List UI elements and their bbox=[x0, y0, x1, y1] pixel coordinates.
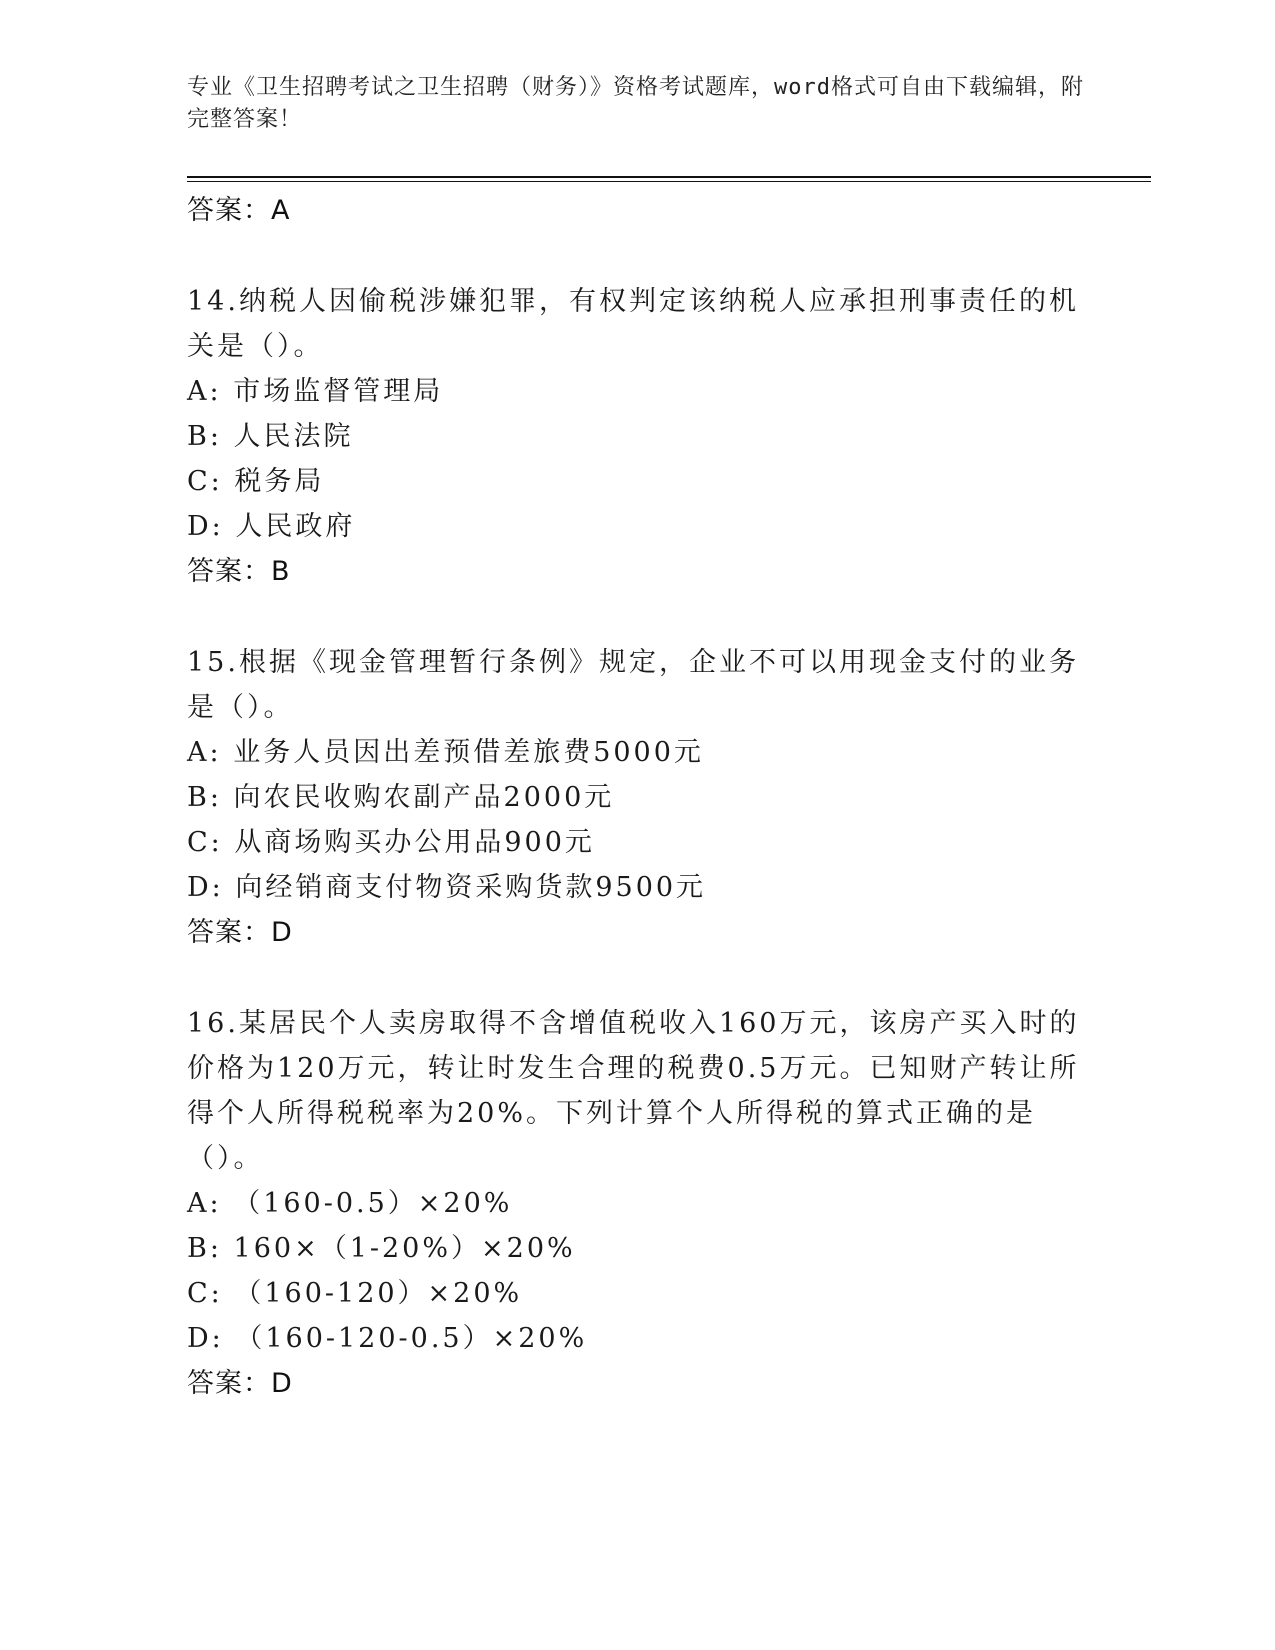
option-a bbox=[187, 1181, 1087, 1226]
question-answer: 答案：D bbox=[187, 1368, 293, 1399]
option-key: B: bbox=[187, 421, 222, 452]
document-header-intro: 专业《卫生招聘考试之卫生招聘（财务）》资格考试题库，word格式可自由下载编辑，附完整答案！ bbox=[187, 75, 1084, 132]
option-key: C: bbox=[187, 466, 223, 497]
option-key: A: bbox=[187, 376, 222, 407]
option-key: B: bbox=[187, 1233, 222, 1264]
option-text: 市场监督管理局 bbox=[233, 376, 444, 407]
option-text: 160×（1-20%）×20% bbox=[233, 1233, 576, 1264]
option-text: （160-120）×20% bbox=[234, 1278, 523, 1309]
question-stem: 15.根据《现金管理暂行条例》规定，企业不可以用现金支付的业务是（）。 bbox=[187, 647, 1079, 723]
option-text: 向经销商支付物资采购货款9500元 bbox=[235, 872, 707, 903]
header-divider-thick bbox=[187, 176, 1151, 178]
option-c bbox=[187, 459, 1087, 504]
option-key: A: bbox=[187, 1188, 222, 1219]
option-b bbox=[187, 414, 1087, 459]
option-d bbox=[187, 865, 1087, 910]
question-answer: 答案：D bbox=[187, 917, 293, 948]
option-c bbox=[187, 820, 1087, 865]
option-text: 业务人员因出差预借差旅费5000元 bbox=[233, 737, 704, 768]
option-key: D: bbox=[187, 511, 224, 542]
option-b bbox=[187, 775, 1087, 820]
header-divider-thin bbox=[187, 181, 1151, 182]
option-text: 人民法院 bbox=[233, 421, 354, 452]
option-text: 从商场购买办公用品900元 bbox=[234, 827, 595, 858]
option-d bbox=[187, 1316, 1087, 1361]
option-key: C: bbox=[187, 827, 223, 858]
option-text: 向农民收购农副产品2000元 bbox=[233, 782, 615, 813]
question-answer: 答案：B bbox=[187, 556, 291, 587]
option-text: （160-120-0.5）×20% bbox=[235, 1323, 588, 1354]
question-stem: 16.某居民个人卖房取得不含增值税收入160万元，该房产买入时的价格为120万元，转让时发生合理的税费0.5万元。已知财产转让所得个人所得税税率为20%。下列计算个人所得税的算式正确的是（）。 bbox=[187, 1008, 1080, 1174]
question-stem: 14.纳税人因偷税涉嫌犯罪，有权判定该纳税人应承担刑事责任的机关是（）。 bbox=[187, 286, 1079, 362]
option-a bbox=[187, 369, 1087, 414]
option-a bbox=[187, 730, 1087, 775]
option-key: C: bbox=[187, 1278, 223, 1309]
option-key: D: bbox=[187, 1323, 224, 1354]
option-c bbox=[187, 1271, 1087, 1316]
previous-answer: 答案：A bbox=[187, 195, 291, 226]
option-b bbox=[187, 1226, 1087, 1271]
option-d bbox=[187, 504, 1087, 549]
option-text: 税务局 bbox=[234, 466, 325, 497]
question-item bbox=[187, 279, 1087, 595]
option-key: B: bbox=[187, 782, 222, 813]
question-list bbox=[187, 188, 1087, 1407]
option-key: A: bbox=[187, 737, 222, 768]
option-key: D: bbox=[187, 872, 224, 903]
option-text: （160-0.5）×20% bbox=[233, 1188, 513, 1219]
question-item bbox=[187, 1001, 1087, 1407]
question-item bbox=[187, 640, 1087, 956]
option-text: 人民政府 bbox=[235, 511, 356, 542]
